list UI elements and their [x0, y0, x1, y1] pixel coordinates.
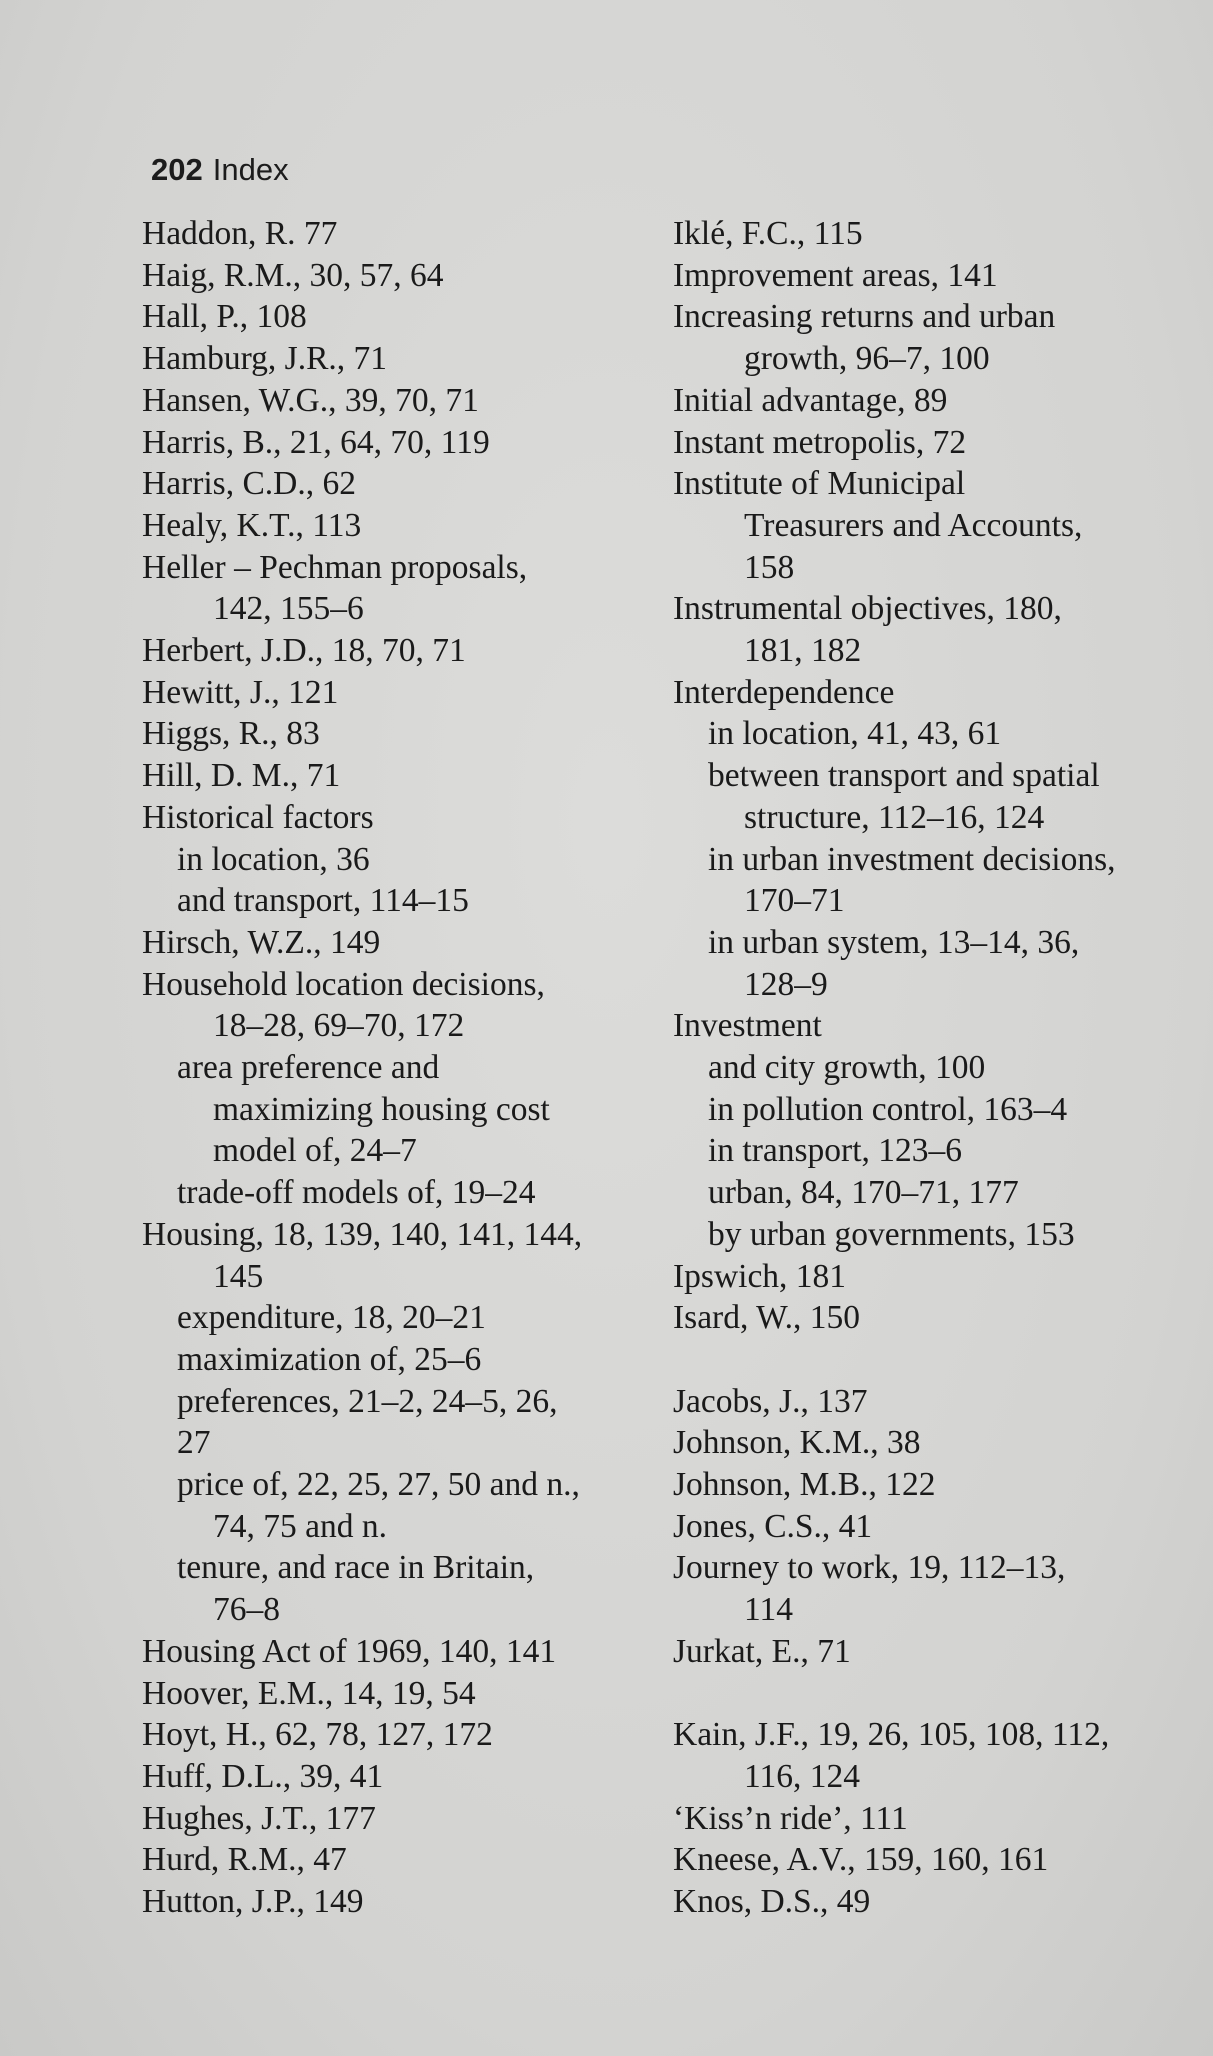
- index-entry-continuation: 18–28, 69–70, 172: [213, 1007, 465, 1045]
- index-subentry: and transport, 114–15: [177, 882, 469, 920]
- index-subentry: 27: [177, 1424, 211, 1462]
- index-entry-continuation: 158: [744, 548, 795, 586]
- index-entry: Hill, D. M., 71: [142, 757, 341, 795]
- index-subentry: in urban system, 13–14, 36,: [708, 923, 1080, 961]
- index-entry: Haig, R.M., 30, 57, 64: [142, 256, 444, 294]
- index-entry-continuation: 128–9: [744, 965, 828, 1003]
- index-subentry: between transport and spatial: [708, 757, 1100, 795]
- index-entry: Johnson, M.B., 122: [673, 1466, 936, 1503]
- index-entry: Historical factors: [142, 798, 374, 836]
- index-subentry: in urban investment decisions,: [708, 840, 1116, 878]
- index-entry: Harris, C.D., 62: [142, 465, 357, 503]
- index-entry: Jones, C.S., 41: [673, 1507, 873, 1545]
- index-entry: Journey to work, 19, 112–13,: [673, 1549, 1066, 1587]
- index-entry-continuation: 116, 124: [744, 1757, 861, 1795]
- index-entry: Herbert, J.D., 18, 70, 71: [142, 632, 466, 669]
- index-entry: Haddon, R. 77: [142, 215, 338, 252]
- index-subentry: maximization of, 25–6: [177, 1340, 482, 1378]
- index-entry: Institute of Municipal: [673, 465, 966, 503]
- index-entry: Hall, P., 108: [142, 298, 307, 336]
- index-entry-continuation: maximizing housing cost: [213, 1090, 550, 1128]
- index-entry: Initial advantage, 89: [673, 381, 948, 419]
- index-entry-continuation: 170–71: [744, 882, 845, 920]
- index-entry: Kneese, A.V., 159, 160, 161: [673, 1841, 1049, 1879]
- index-subentry: trade-off models of, 19–24: [177, 1174, 536, 1212]
- index-entry-continuation: Treasurers and Accounts,: [744, 506, 1083, 544]
- index-entry: Hamburg, J.R., 71: [142, 340, 388, 378]
- index-entry: Jacobs, J., 137: [673, 1382, 868, 1420]
- index-entry: Hughes, J.T., 177: [142, 1799, 376, 1837]
- running-header: [151, 152, 289, 188]
- index-entry: Hansen, W.G., 39, 70, 71: [142, 381, 479, 419]
- index-entry: Huff, D.L., 39, 41: [142, 1757, 384, 1795]
- index-entry: Housing Act of 1969, 140, 141: [142, 1632, 557, 1670]
- index-entry: Isard, W., 150: [673, 1299, 861, 1337]
- index-subentry: in transport, 123–6: [708, 1132, 963, 1170]
- index-entry: Housing, 18, 139, 140, 141, 144,: [142, 1215, 583, 1253]
- index-entry-continuation: 181, 182: [744, 632, 862, 669]
- index-entry: Ipswich, 181: [673, 1257, 847, 1295]
- index-subentry: in pollution control, 163–4: [708, 1090, 1068, 1128]
- index-subentry: in location, 41, 43, 61: [708, 715, 1002, 753]
- index-entry: Harris, B., 21, 64, 70, 119: [142, 423, 490, 461]
- page-number: 202: [151, 152, 203, 187]
- index-entry: Instant metropolis, 72: [673, 423, 967, 461]
- index-entry-continuation: structure, 112–16, 124: [744, 798, 1045, 836]
- index-subentry: by urban governments, 153: [708, 1215, 1075, 1253]
- index-entry: Kain, J.F., 19, 26, 105, 108, 112,: [673, 1716, 1110, 1754]
- index-entry: Investment: [673, 1007, 822, 1045]
- index-entry: ‘Kiss’n ride’, 111: [673, 1799, 908, 1837]
- index-entry: Improvement areas, 141: [673, 256, 998, 294]
- index-entry: Higgs, R., 83: [142, 715, 320, 753]
- section-title: Index: [212, 152, 289, 187]
- index-subentry: area preference and: [177, 1049, 440, 1086]
- index-entry: Interdependence: [673, 673, 895, 711]
- index-entry: Jurkat, E., 71: [673, 1632, 851, 1670]
- index-entry: Instrumental objectives, 180,: [673, 590, 1062, 628]
- index-entry-continuation: 74, 75 and n.: [213, 1507, 387, 1545]
- index-subentry: urban, 84, 170–71, 177: [708, 1174, 1019, 1212]
- index-entry: Johnson, K.M., 38: [673, 1424, 921, 1462]
- index-entry: Hutton, J.P., 149: [142, 1883, 364, 1920]
- index-entry: Knos, D.S., 49: [673, 1883, 871, 1920]
- index-entry-continuation: 145: [213, 1257, 264, 1295]
- index-entry-continuation: 114: [744, 1591, 794, 1629]
- index-entry-continuation: model of, 24–7: [213, 1132, 417, 1170]
- index-entry: Hoover, E.M., 14, 19, 54: [142, 1674, 476, 1712]
- index-subentry: tenure, and race in Britain,: [177, 1549, 535, 1587]
- index-entry: Increasing returns and urban: [673, 298, 1056, 336]
- index-subentry: price of, 22, 25, 27, 50 and n.,: [177, 1466, 580, 1503]
- index-entry: Hurd, R.M., 47: [142, 1841, 347, 1879]
- index-entry-continuation: 76–8: [213, 1591, 280, 1629]
- index-subentry: and city growth, 100: [708, 1049, 986, 1086]
- index-entry: Iklé, F.C., 115: [673, 215, 863, 252]
- index-subentry: preferences, 21–2, 24–5, 26,: [177, 1382, 558, 1420]
- index-entry: Hirsch, W.Z., 149: [142, 923, 381, 961]
- index-subentry: expenditure, 18, 20–21: [177, 1299, 486, 1337]
- index-entry: Heller – Pechman proposals,: [142, 548, 528, 586]
- index-subentry: in location, 36: [177, 840, 370, 878]
- index-entry-continuation: 142, 155–6: [213, 590, 364, 628]
- index-entry: Hoyt, H., 62, 78, 127, 172: [142, 1716, 493, 1754]
- index-entry: Healy, K.T., 113: [142, 506, 362, 544]
- index-entry: Hewitt, J., 121: [142, 673, 339, 711]
- index-entry: Household location decisions,: [142, 965, 545, 1003]
- index-entry-continuation: growth, 96–7, 100: [744, 340, 990, 378]
